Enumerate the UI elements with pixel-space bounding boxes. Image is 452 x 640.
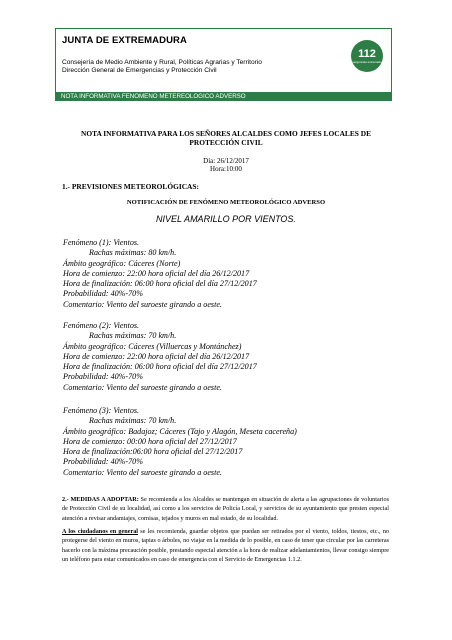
phenomenon-block [63, 406, 297, 478]
phenomenon-gusts: Rachas máximas: 80 km/h. [89, 248, 177, 258]
citizens-paragraph [62, 527, 389, 565]
document-title-continued: PROTECCIÓN CIVIL [189, 138, 263, 147]
section-heading-forecast: 1.- PREVISIONES METEOROLÓGICAS: [62, 182, 199, 191]
phenomenon-block [63, 238, 257, 310]
letterhead [55, 28, 392, 100]
phenomenon-area: Ámbito geográfico: Badajoz; Cáceres (Tajo y Alagón, Meseta cacereña) [63, 426, 297, 436]
phenomenon-comment: Comentario: Viento del suroeste girando a oeste. [63, 467, 222, 477]
phenomenon-start: Hora de comienzo: 00:00 hora oficial del 27/12/2017 [63, 436, 237, 446]
citizens-heading: A los ciudadanos en general [62, 528, 139, 535]
issue-time: Hora:10:00 [210, 165, 242, 173]
phenomenon-end: Hora de finalización:06:00 hora oficial del 27/12/2017 [63, 447, 243, 457]
measures-heading: 2.- MEDIDAS A ADOPTAR: [62, 496, 139, 503]
document-banner: NOTA INFORMATIVA FENOMENO METEREOLOGICO ADVERSO [55, 92, 392, 101]
organization-name: JUNTA DE EXTREMADURA [62, 35, 187, 46]
notification-heading: NOTIFICACIÓN DE FENÓMENO METEOROLÓGICO ADVERSO [126, 199, 326, 206]
phenomenon-area: Ámbito geográfico: Cáceres (Villuercas y Montánchez) [63, 341, 242, 351]
phenomenon-name: Fenómeno (2): Vientos. [63, 321, 140, 330]
phenomenon-gusts: Rachas máximas: 70 km/h. [89, 331, 177, 341]
document-title: NOTA INFORMATIVA PARA LOS SEÑORES ALCALDES COMO JEFES LOCALES DE [81, 129, 371, 138]
citizens-text: se les recomienda, guardar objetos que puedan ser retirados por el viento, toldos, tiestos, etc., no protegerse del viento en muros, tapias o árboles, no viajar en la medida de lo posible, en caso de tener que circular por las carreteras hacerlo con la máxima precaución posible, prestando especial atención a la hora de realizar adelantamientos, llevar consigo siempre un teléfono para estar comunicados en caso de emergencia con el Servicio de Emergencias 1.1.2. [62, 528, 390, 564]
measures-paragraph [62, 495, 389, 523]
phenomenon-block [63, 321, 257, 393]
phenomenon-start: Hora de comienzo: 22:00 hora oficial del día 26/12/2017 [63, 268, 250, 278]
ministry-line: Consejería de Medio Ambiente y Rural, Políticas Agrarias y Territorio [62, 59, 262, 66]
phenomenon-comment: Comentario: Viento del suroeste girando a oeste. [63, 299, 222, 309]
phenomenon-probability: Probabilidad: 40%-70% [63, 289, 143, 299]
phenomenon-name: Fenómeno (3): Vientos. [63, 406, 140, 415]
directorate-line: Dirección General de Emergencias y Protección Civil [62, 67, 217, 74]
phenomenon-gusts: Rachas máximas: 70 km/h. [89, 416, 177, 426]
phenomenon-probability: Probabilidad: 40%-70% [63, 372, 143, 382]
svg-text:112: 112 [358, 48, 376, 60]
svg-text:emergencias extremadura: emergencias extremadura [350, 60, 384, 64]
emergency-112-logo [350, 39, 384, 73]
phenomenon-end: Hora de finalización: 06:00 hora oficial del día 27/12/2017 [63, 279, 257, 289]
measures-text: Se recomienda a los Alcaldes se mantengan en situación de alerta a las agrupaciones de voluntarios de Protección Civil de su localidad, así como a los servicios de Policía Local, y servicios de su ayuntamiento que presten especial atención a revisar andamiajes, cornisas, tejados y muros en mal estado, de su localidad. [62, 496, 390, 522]
phenomenon-probability: Probabilidad: 40%-70% [63, 457, 143, 467]
alert-level: NIVEL AMARILLO POR VIENTOS. [156, 214, 296, 224]
issue-date: Día: 26/12/2017 [203, 157, 249, 165]
phenomenon-area: Ámbito geográfico: Cáceres (Norte) [63, 258, 181, 268]
phenomenon-start: Hora de comienzo: 22:00 hora oficial del día 26/12/2017 [63, 351, 250, 361]
phenomenon-name: Fenómeno (1): Vientos. [63, 238, 140, 247]
phenomenon-comment: Comentario: Viento del suroeste girando a oeste. [63, 382, 222, 392]
phenomenon-end: Hora de finalización: 06:00 hora oficial del día 27/12/2017 [63, 362, 257, 372]
